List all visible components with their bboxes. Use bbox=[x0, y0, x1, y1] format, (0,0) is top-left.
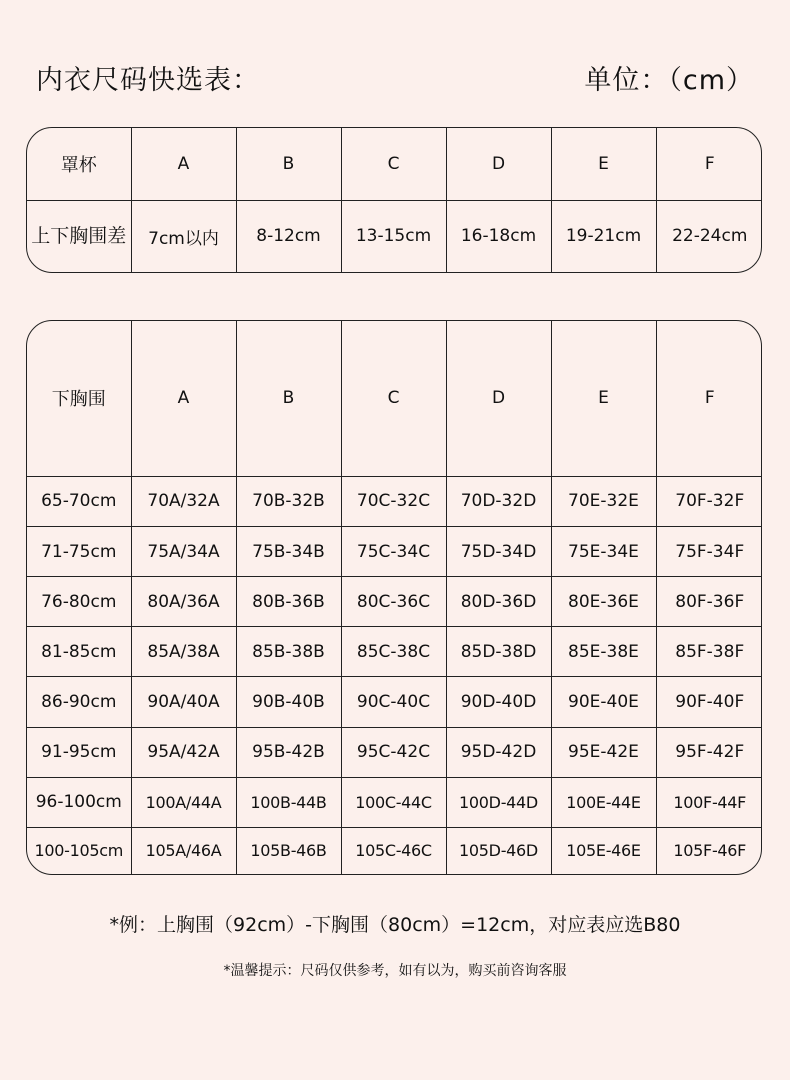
size-cell: 95A/42A bbox=[131, 727, 236, 777]
size-cell: 90F-40F bbox=[656, 677, 762, 727]
size-row bbox=[27, 827, 762, 874]
size-header-cell: E bbox=[551, 321, 656, 476]
size-cell: 95E-42E bbox=[551, 727, 656, 777]
page-header bbox=[36, 58, 754, 98]
unit-label: 单位：（cm） bbox=[584, 65, 754, 96]
size-cell: 100D-44D bbox=[446, 777, 551, 827]
size-cell: 80E-36E bbox=[551, 577, 656, 627]
diff-cell: 7cm以内 bbox=[131, 200, 236, 272]
size-row bbox=[27, 476, 762, 526]
example-note: *例：上胸围（92cm）-下胸围（80cm）=12cm，对应表应选B80 bbox=[109, 914, 681, 936]
cup-difference-table bbox=[26, 127, 762, 273]
diff-cell: 19-21cm bbox=[551, 200, 656, 272]
size-cell: 105B-46B bbox=[236, 827, 341, 874]
size-cell: 100F-44F bbox=[656, 777, 762, 827]
size-header-cell: B bbox=[236, 321, 341, 476]
size-cell: 75C-34C bbox=[341, 526, 446, 576]
size-cell: 75A/34A bbox=[131, 526, 236, 576]
size-row bbox=[27, 627, 762, 677]
size-cell: 90C-40C bbox=[341, 677, 446, 727]
size-cell: 70E-32E bbox=[551, 476, 656, 526]
size-cell: 80B-36B bbox=[236, 577, 341, 627]
size-header-row bbox=[27, 321, 762, 476]
cup-header-cell: D bbox=[446, 128, 551, 200]
size-cell: 90E-40E bbox=[551, 677, 656, 727]
size-cell: 85A/38A bbox=[131, 627, 236, 677]
cup-header-cell: F bbox=[656, 128, 762, 200]
size-cell: 100E-44E bbox=[551, 777, 656, 827]
underbust-range-cell: 81-85cm bbox=[27, 627, 131, 677]
size-cell: 85E-38E bbox=[551, 627, 656, 677]
size-header-cell: C bbox=[341, 321, 446, 476]
size-cell: 85C-38C bbox=[341, 627, 446, 677]
size-row bbox=[27, 727, 762, 777]
diff-cell: 13-15cm bbox=[341, 200, 446, 272]
size-cell: 95F-42F bbox=[656, 727, 762, 777]
diff-cell: 16-18cm bbox=[446, 200, 551, 272]
size-row bbox=[27, 577, 762, 627]
underbust-range-cell: 91-95cm bbox=[27, 727, 131, 777]
size-cell: 95D-42D bbox=[446, 727, 551, 777]
size-cell: 105D-46D bbox=[446, 827, 551, 874]
cup-diff-row bbox=[27, 200, 762, 272]
size-cell: 80F-36F bbox=[656, 577, 762, 627]
size-cell: 95B-42B bbox=[236, 727, 341, 777]
size-cell: 100C-44C bbox=[341, 777, 446, 827]
size-cell: 80C-36C bbox=[341, 577, 446, 627]
size-cell: 75D-34D bbox=[446, 526, 551, 576]
size-cell: 85F-38F bbox=[656, 627, 762, 677]
page-title: 内衣尺码快选表： bbox=[36, 65, 260, 96]
size-cell: 100B-44B bbox=[236, 777, 341, 827]
size-cell: 105C-46C bbox=[341, 827, 446, 874]
cup-header-row bbox=[27, 128, 762, 200]
size-cell: 70B-32B bbox=[236, 476, 341, 526]
size-cell: 100A/44A bbox=[131, 777, 236, 827]
tip-note: *温馨提示：尺码仅供参考，如有以为，购买前咨询客服 bbox=[223, 963, 567, 979]
size-cell: 70C-32C bbox=[341, 476, 446, 526]
size-cell: 90B-40B bbox=[236, 677, 341, 727]
underbust-range-cell: 65-70cm bbox=[27, 476, 131, 526]
size-cell: 80A/36A bbox=[131, 577, 236, 627]
underbust-range-cell: 100-105cm bbox=[27, 827, 131, 874]
size-header-label: 下胸围 bbox=[27, 321, 131, 476]
cup-header-label: 罩杯 bbox=[27, 128, 131, 200]
size-cell: 85D-38D bbox=[446, 627, 551, 677]
size-header-cell: F bbox=[656, 321, 762, 476]
size-cell: 75F-34F bbox=[656, 526, 762, 576]
cup-header-cell: B bbox=[236, 128, 341, 200]
diff-cell: 8-12cm bbox=[236, 200, 341, 272]
size-chart-table bbox=[26, 320, 762, 875]
cup-header-cell: E bbox=[551, 128, 656, 200]
size-cell: 95C-42C bbox=[341, 727, 446, 777]
size-cell: 90D-40D bbox=[446, 677, 551, 727]
size-cell: 105E-46E bbox=[551, 827, 656, 874]
size-cell: 90A/40A bbox=[131, 677, 236, 727]
diff-header-label: 上下胸围差 bbox=[27, 200, 131, 272]
size-cell: 80D-36D bbox=[446, 577, 551, 627]
underbust-range-cell: 71-75cm bbox=[27, 526, 131, 576]
size-cell: 105F-46F bbox=[656, 827, 762, 874]
size-cell: 85B-38B bbox=[236, 627, 341, 677]
underbust-range-cell: 86-90cm bbox=[27, 677, 131, 727]
diff-cell: 22-24cm bbox=[656, 200, 762, 272]
size-cell: 75B-34B bbox=[236, 526, 341, 576]
size-cell: 75E-34E bbox=[551, 526, 656, 576]
underbust-range-cell: 96-100cm bbox=[27, 777, 131, 827]
size-cell: 70D-32D bbox=[446, 476, 551, 526]
size-row bbox=[27, 777, 762, 827]
cup-header-cell: A bbox=[131, 128, 236, 200]
size-row bbox=[27, 526, 762, 576]
size-header-cell: D bbox=[446, 321, 551, 476]
size-header-cell: A bbox=[131, 321, 236, 476]
size-row bbox=[27, 677, 762, 727]
size-cell: 105A/46A bbox=[131, 827, 236, 874]
size-cell: 70A/32A bbox=[131, 476, 236, 526]
size-cell: 70F-32F bbox=[656, 476, 762, 526]
underbust-range-cell: 76-80cm bbox=[27, 577, 131, 627]
cup-header-cell: C bbox=[341, 128, 446, 200]
